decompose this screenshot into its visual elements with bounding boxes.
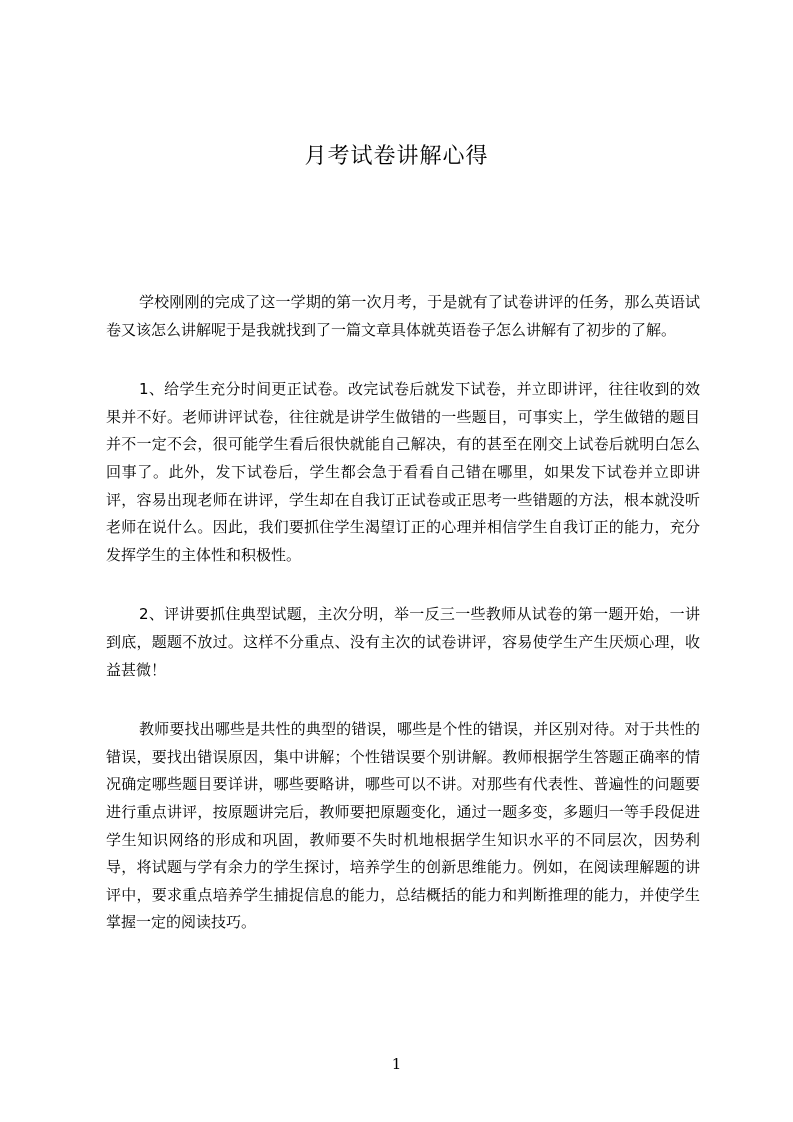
- paragraph-point-2: 2、评讲要抓住典型试题，主次分明，举一反三一些教师从试卷的第一题开始，一讲到底，题题不放过。这样不分重点、没有主次的试卷讲评，容易使学生产生厌烦心理，收益甚微！: [106, 605, 700, 679]
- paragraph-intro: 学校刚刚的完成了这一学期的第一次月考，于是就有了试卷讲评的任务，那么英语试卷又该怎么讲解呢于是我就找到了一篇文章具体就英语卷子怎么讲解有了初步的了解。: [106, 293, 700, 339]
- page-number: 1: [391, 1055, 402, 1073]
- document-body: [106, 289, 700, 969]
- paragraph-point-1: 1、给学生充分时间更正试卷。改完试卷后就发下试卷，并立即讲评，往往收到的效果并不好。老师讲评试卷，往往就是讲学生做错的一些题目，可事实上，学生做错的题目并不一定不会，很可能学生看后很快就能自己解决，有的甚至在刚交上试卷后就明白怎么回事了。此外，发下试卷后，学生都会急于看看自己错在哪里，如果发下试卷并立即讲评，容易出现老师在讲评，学生却在自我订正试卷或正思考一些错题的方法，根本就没听老师在说什么。因此，我们要抓住学生渴望订正的心理并相信学生自我订正的能力，充分发挥学生的主体性和积极性。: [106, 380, 700, 564]
- paragraph-error-analysis: 教师要找出哪些是共性的典型的错误，哪些是个性的错误，并区别对待。对于共性的错误，要找出错误原因，集中讲解；个性错误要个别讲解。教师根据学生答题正确率的情况确定哪些题目要详讲，哪些要略讲，哪些可以不讲。对那些有代表性、普遍性的问题要进行重点讲评，按原题讲完后，教师要把原题变化，通过一题多变，多题归一等手段促进学生知识网络的形成和巩固，教师要不失时机地根据学生知识水平的不同层次，因势利导，将试题与学有余力的学生探讨，培养学生的创新思维能力。例如，在阅读理解题的讲评中，要求重点培养学生捕捉信息的能力，总结概括的能力和判断推理的能力，并使学生掌握一定的阅读技巧。: [106, 720, 700, 932]
- document-title: 月考试卷讲解心得: [304, 144, 489, 169]
